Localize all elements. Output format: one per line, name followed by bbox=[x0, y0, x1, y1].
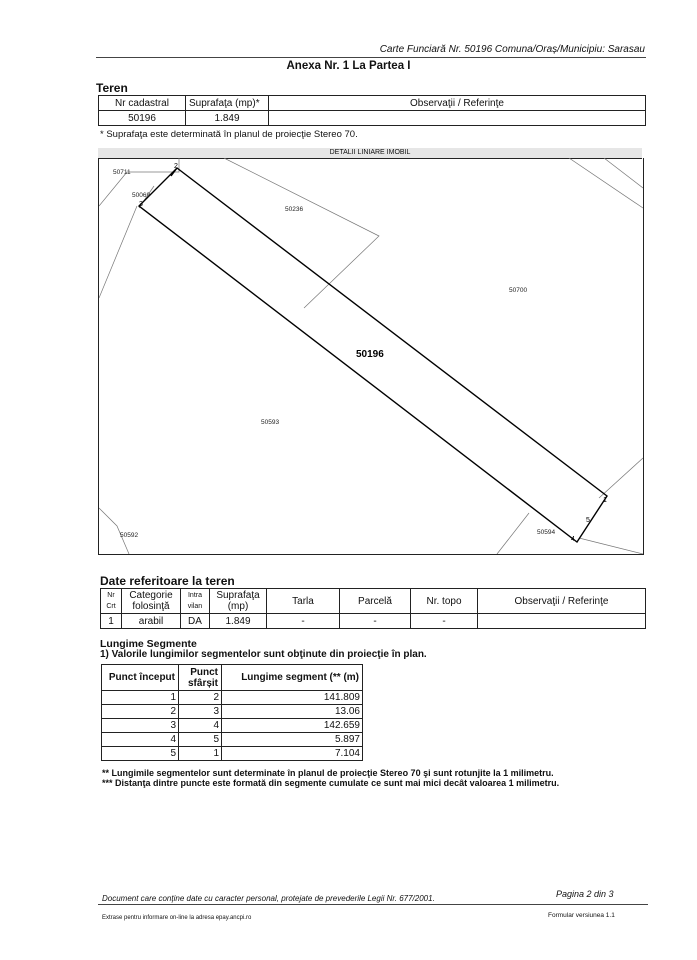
point-label: 5 bbox=[586, 517, 590, 524]
neighbour-label: 50592 bbox=[120, 532, 139, 539]
cell-nr-crt: 1 bbox=[101, 614, 122, 629]
neighbour-label: 50069 bbox=[132, 192, 151, 199]
segmente-footnote-1: ** Lungimile segmentelor sunt determinate în planul de proiecţie Stereo 70 şi sunt rotunjite la 1 milimetru. bbox=[102, 768, 554, 778]
cell-categorie: arabil bbox=[122, 614, 181, 629]
point-label: 4 bbox=[571, 536, 575, 543]
segmente-table bbox=[101, 664, 363, 761]
cell-punct-inceput: 3 bbox=[102, 719, 179, 733]
cell-punct-sfarsit: 1 bbox=[179, 747, 222, 761]
cell-parcela: - bbox=[340, 614, 411, 629]
segmente-title: Lungime Segmente bbox=[100, 638, 197, 650]
parcel-map-svg bbox=[99, 158, 643, 554]
parcel-map bbox=[98, 158, 644, 555]
cell-lungime: 142.659 bbox=[222, 719, 363, 733]
teren-table bbox=[98, 95, 646, 126]
date-referitoare-table bbox=[100, 588, 646, 629]
cell-punct-inceput: 1 bbox=[102, 691, 179, 705]
cell-suprafata: 1.849 bbox=[186, 111, 269, 126]
cell-lungime: 5.897 bbox=[222, 733, 363, 747]
neighbour-label: 50593 bbox=[261, 419, 280, 426]
col-nr-topo: Nr. topo bbox=[411, 589, 478, 614]
extras-text: Extrase pentru informare on-line la adresa epay.ancpi.ro bbox=[102, 915, 252, 921]
date-referitoare-title: Date referitoare la teren bbox=[100, 574, 235, 588]
table-row bbox=[102, 733, 363, 747]
cell-nr-cadastral: 50196 bbox=[99, 111, 186, 126]
segmente-footnote-2: *** Distanţa dintre puncte este formată din segmente cumulate ce sunt mai mici decât valoarea 1 milimetru. bbox=[102, 778, 560, 788]
teren-section-title: Teren bbox=[96, 81, 128, 95]
cell-intravilan: DA bbox=[181, 614, 210, 629]
col-categorie: Categorie folosinţă bbox=[122, 589, 181, 614]
point-label: 2 bbox=[174, 163, 178, 170]
col-parcela: Parcelă bbox=[340, 589, 411, 614]
table-row bbox=[101, 614, 646, 629]
cell-observatii bbox=[269, 111, 646, 126]
cf-header-text: Carte Funciară Nr. 50196 Comuna/Oraș/Municipiu: Sarasau bbox=[379, 44, 645, 55]
cell-punct-inceput: 5 bbox=[102, 747, 179, 761]
col-nr-cadastral: Nr cadastral bbox=[99, 96, 186, 111]
neighbour-label: 50236 bbox=[285, 206, 304, 213]
point-label: 1 bbox=[603, 497, 607, 504]
col-suprafata: Suprafaţa (mp) bbox=[210, 589, 267, 614]
teren-table-header bbox=[99, 96, 646, 111]
table-row bbox=[102, 719, 363, 733]
cell-nr-topo: - bbox=[411, 614, 478, 629]
table-row bbox=[102, 705, 363, 719]
table-row bbox=[102, 691, 363, 705]
cell-punct-sfarsit: 5 bbox=[179, 733, 222, 747]
point-label: 3 bbox=[139, 201, 143, 208]
cell-punct-sfarsit: 3 bbox=[179, 705, 222, 719]
neighbour-labels bbox=[113, 169, 555, 539]
footer-divider bbox=[98, 904, 648, 905]
main-parcel-label: 50196 bbox=[356, 349, 384, 360]
col-observatii: Observaţii / Referinţe bbox=[269, 96, 646, 111]
segmente-subtitle: 1) Valorile lungimilor segmentelor sunt obţinute din proiecţie în plan. bbox=[100, 649, 427, 660]
cell-punct-inceput: 2 bbox=[102, 705, 179, 719]
table-row bbox=[102, 747, 363, 761]
col-observatii: Observaţii / Referinţe bbox=[478, 589, 646, 614]
col-suprafata: Suprafaţa (mp)* bbox=[186, 96, 269, 111]
neighbour-label: 50594 bbox=[537, 529, 556, 536]
cell-suprafata: 1.849 bbox=[210, 614, 267, 629]
cell-punct-inceput: 4 bbox=[102, 733, 179, 747]
anexa-title: Anexa Nr. 1 La Partea I bbox=[286, 60, 411, 72]
cell-tarla: - bbox=[267, 614, 340, 629]
cell-lungime: 7.104 bbox=[222, 747, 363, 761]
date-referitoare-header bbox=[101, 589, 646, 614]
neighbour-label: 50711 bbox=[113, 169, 131, 176]
segmente-header bbox=[102, 665, 363, 691]
col-intravilan: Intra vilan bbox=[181, 589, 210, 614]
page-number: Pagina 2 din 3 bbox=[556, 889, 614, 899]
table-row bbox=[99, 111, 646, 126]
header-divider bbox=[96, 57, 646, 58]
cell-punct-sfarsit: 2 bbox=[179, 691, 222, 705]
col-nr-crt: Nr Crt bbox=[101, 589, 122, 614]
cell-lungime: 13.06 bbox=[222, 705, 363, 719]
col-punct-inceput: Punct început bbox=[102, 665, 179, 691]
col-lungime: Lungime segment (** (m) bbox=[222, 665, 363, 691]
cell-observatii bbox=[478, 614, 646, 629]
cell-lungime: 141.809 bbox=[222, 691, 363, 705]
formular-version: Formular versiunea 1.1 bbox=[548, 912, 615, 919]
cell-punct-sfarsit: 4 bbox=[179, 719, 222, 733]
col-punct-sfarsit: Punct sfârșit bbox=[179, 665, 222, 691]
col-tarla: Tarla bbox=[267, 589, 340, 614]
map-title: DETALII LINIARE IMOBIL bbox=[98, 148, 642, 159]
suprafata-note: * Suprafaţa este determinată în planul de proiecţie Stereo 70. bbox=[100, 129, 358, 140]
neighbour-label: 50700 bbox=[509, 287, 528, 294]
disclaimer-text: Document care conţine date cu caracter personal, protejate de prevederile Legii Nr. 677/2001. bbox=[102, 894, 435, 903]
